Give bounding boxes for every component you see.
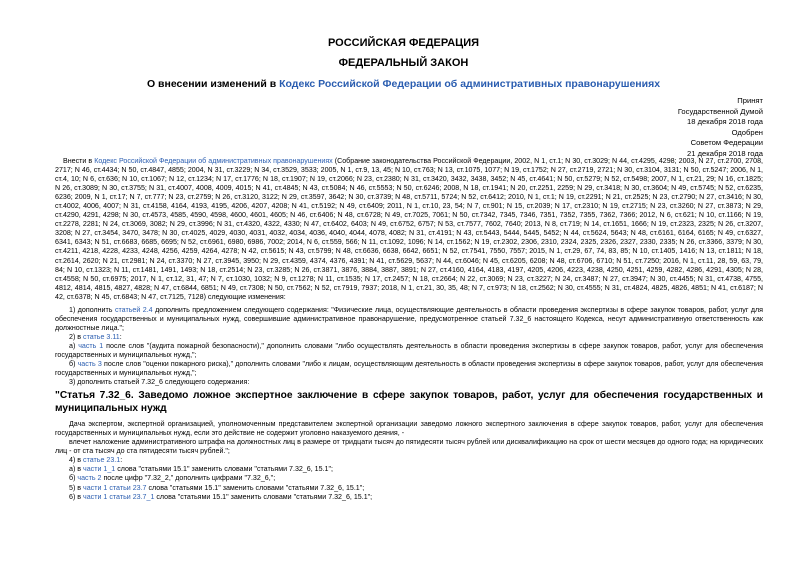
- item-2b-text: после слов "оценки пожарного риска)," дополнить словами "либо к лицам, осуществляющим деятельность в области проведения экспертизы в сфере закупок товаров, работ, услуг для обеспечения государственных и муниципальных нужд,";: [55, 360, 763, 378]
- adopted-date: 18 декабря 2018 года: [687, 117, 763, 126]
- approved-date: 21 декабря 2018 года: [687, 148, 763, 158]
- item-2-prefix: 2) в: [69, 332, 84, 341]
- article-2-4-link[interactable]: статьей 2.4: [114, 305, 153, 314]
- part-1-link[interactable]: часть 1: [78, 341, 104, 350]
- article-7-32-6-penalty: влечет наложение административного штрафа на должностных лиц в размере от тридцати тысяч до пятидесяти тысяч рублей или дисквалификацию на срок от шести месяцев до одного года; на юридических лиц - от ста тысяч до ста пятидесяти тысяч рублей.";: [55, 438, 763, 456]
- document-type-heading: ФЕДЕРАЛЬНЫЙ ЗАКОН: [338, 57, 469, 69]
- intro-citation: (Собрание законодательства Российской Федерации, 2002, N 1, ст.1; N 30, ст.3029; N 44, ст.4295, 4298; 2003, N 27, ст.2700, 2708, 2717; N 46, ст.4434; N 50, ст.4847, 4855; 2004, N 31, ст.3229; N 34, ст.3529, 3533; 2005, N 1, ст.9, 13, 45; N 10, ст.763; N 13, ст.1075, 1077; N 19, ст.1752; N 27, ст.2719, 2721; N 30, ст.3104, 3131; N 50, ст.5247; 2006, N 1, ст.4, 10; N 6, ст.636; N 10, ст.1067; N 12, ст.1234; N 17, ст.1776; N 18, ст.1907; N 19, ст.2066; N 23, ст.2380; N 31, ст.3420, 3432, 3438, 3452; N 45, ст.4641; N 50, ст.5279; N 52, ст.5498; 2007, N 1, ст.21, 29; N 16, ст.1825; N 26, ст.3089; N 30, ст.3755; N 31, ст.4007, 4008, 4009, 4015; N 41, ст.4845; N 43, ст.5084; N 46, ст.5553; N 50, ст.6246; 2008, N 18, ст.1941; N 20, ст.2251, 2259; N 29, ст.3418; N 30, ст.3604; N 49, ст.5745; N 52, ст.6235, 6236; 2009, N 1, ст.17; N 7, ст.777; N 23, ст.2759; N 26, ст.3120, 3122; N 29, ст.3597, 3642; N 30, ст.3739; N 48, ст.5711, 5724; N 52, ст.6412; 2010, N 1, ст.1; N 19, ст.2291; N 21, ст.2525; N 23, ст.2790; N 27, ст.3416; N 30, ст.4002, 4006, 4007; N 31, ст.4158, 4164, 4193, 4195, 4206, 4207, 4208; N 41, ст.5192; N 49, ст.6409; 2011, N 1, ст.10, 23, 54; N 7, ст.901; N 15, ст.2039; N 17, ст.2310; N 19, ст.2715; N 23, ст.3260; N 27, ст.3873; N 29, ст.4290, 4291, 4298; N 30, ст.4573, 4585, 4590, 4598, 4600, 4601, 4605; N 46, ст.6406; N 48, ст.6728; N 49, ст.7025, 7061; N 50, ст.7342, 7345, 7346, 7351, 7352, 7355, 7362, 7366; 2012, N 6, ст.621; N 10, ст.1166; N 19, ст.2278, 2281; N 24, ст.3069, 3082; N 29, ст.3996; N 31, ст.4320, 4322, 4330; N 47, ст.6402, 6403; N 49, ст.6752, 6757; N 53, ст.7577, 7602, 7640; 2013, N 8, ст.719; N 14, ст.1651, 1666; N 19, ст.2323, 2325; N 26, ст.3207, 3208; N 27, ст.3454, 3470, 3478; N 30, ст.4025, 4029, 4030, 4031, 4032, 4034, 4036, 4040, 4044, 4078, 4082; N 31, ст.4191; N 43, ст.5443, 5444, 5445, 5452; N 44, ст.5624, 5643; N 48, ст.6161, 6164, 6165; N 49, ст.6327, 6341, 6343; N 51, ст.6683, 6685, 6695; N 52, ст.6961, 6980, 6986, 7002; 2014, N 6, ст.559, 566; N 11, ст.1092, 1096; N 14, ст.1562; N 19, ст.2302, 2306, 2310, 2324, 2325, 2326, 2327, 2330, 2335; N 26, ст.3366, 3379; N 30, ст.4211, 4218, 4228, 4233, 4248, 4256, 4259, 4264, 4278; N 42, ст.5615; N 43, ст.5799; N 48, ст.6636, 6638, 6642, 6651; N 52, ст.7541, 7550, 7557; 2015, N 1, ст.29, 67, 74, 83, 85; N 10, ст.1405, 1416; N 13, ст.1811; N 18, ст.2614, 2620; N 21, ст.2981; N 24, ст.3370; N 27, ст.3945, 3950; N 29, ст.4359, 4374, 4376, 4391; N 41, ст.5629, 5637; N 44, ст.6046; N 45, ст.6205, 6208; N 48, ст.6706, 6710; N 51, ст.7250; 2016, N 1, ст.11, 28, 59, 63, 79, 84; N 10, ст.1323; N 11, ст.1481, 1491, 1493; N 18, ст.2514; N 23, ст.3285; N 26, ст.3871, 3876, 3884, 3887, 3891; N 27, ст.4160, 4164, 4183, 4197, 4205, 4206, 4223, 4238, 4250, 4251, 4259, 4282, 4286, 4291, 4305; N 28, ст.4558; N 50, ст.6975; 2017, N 1, ст.12, 31, 47; N 7, ст.1030, 1032; N 9, ст.1278; N 11, ст.1535; N 17, ст.2457; N 18, ст.2664; N 22, ст.3069; N 23, ст.3227; N 24, ст.3487; N 27, ст.3947; N 30, ст.4455; N 31, ст.4738, 4755, 4812, 4814, 4815, 4827, 4828; N 47, ст.6844, 6851; N 49, ст.7308; N 50, ст.7562; N 52, ст.7919, 7937; 2018, N 1, ст.21, 30, 35, 48; N 7, ст.973; N 18, ст.2562; N 30, ст.4555; N 31, ст.4824, 4825, 4826, 4851; N 41, ст.6187; N 42, ст.6378; N 45, ст.6843; N 47, ст.7125, 7128) следующие изменения:: [55, 157, 763, 301]
- item-5: [55, 484, 763, 493]
- item-5-text: слова "статьями 15.1" заменить словами "статьями 7.32_6, 15.1";: [146, 483, 365, 492]
- item-1: [55, 306, 763, 333]
- item-4b-prefix: б): [69, 474, 78, 483]
- item-1-text: дополнить предложением следующего содержания: "Физические лица, осуществляющие деятельность в области проведения экспертизы в сфере закупок товаров, работ, услуг для обеспечения государственных и муниципальных нужд, совершившие административное правонарушение, предусмотренное статьей 7.32_6 настоящего Кодекса, несут административную ответственность как должностные лица.";: [55, 305, 763, 332]
- article-3-11-link[interactable]: статье 3.11: [83, 332, 120, 341]
- item-1-prefix: 1) дополнить: [69, 305, 115, 314]
- article-23-7-1-link[interactable]: части 1 статьи 23.7_1: [83, 492, 155, 501]
- item-3: 3) дополнить статьей 7.32_6 следующего содержания:: [69, 378, 250, 387]
- part-2-link[interactable]: часть 2: [77, 474, 102, 483]
- country-heading: РОССИЙСКАЯ ФЕДЕРАЦИЯ: [327, 37, 480, 49]
- item-4a-text: слова "статьями 15.1" заменить словами "статьями 7.32_6, 15.1";: [115, 465, 333, 474]
- intro-code-link[interactable]: Кодекс Российской Федерации об административных правонарушениях: [94, 157, 333, 165]
- item-6-prefix: 6) в: [69, 492, 84, 501]
- article-7-32-6-title: "Статья 7.32_6. Заведомо ложное экспертное заключение в сфере закупок товаров, работ, услуг для обеспечения государственных и муниципальных нужд: [55, 390, 763, 415]
- item-6: [55, 493, 763, 502]
- article-23-7-link[interactable]: части 1 статьи 23.7: [83, 483, 147, 492]
- part-3-link[interactable]: часть 3: [77, 360, 102, 369]
- item-2a-text: после слов "(аудита пожарной безопасности)," дополнить словами "либо осуществлять деятельность в области проведения экспертизы в сфере закупок товаров, работ, услуг для обеспечения государственных и муниципальных нужд,";: [55, 341, 763, 359]
- item-2-suffix: :: [119, 332, 122, 341]
- part-1-1-link[interactable]: части 1_1: [83, 465, 116, 474]
- item-2a-prefix: а): [69, 341, 79, 350]
- item-2b-prefix: б): [69, 360, 78, 369]
- article-7-32-6-body: Дача экспертом, экспертной организацией, уполномоченным представителем экспертной организации заведомо ложного экспертного заключения в сфере закупок товаров, работ, услуг для обеспечения государственных и муниципальных нужд, если это действие не содержит уголовно наказуемого деяния, -: [55, 420, 763, 438]
- adopted-label: Принят: [737, 96, 763, 105]
- title-prefix: О внесении изменений в: [146, 78, 280, 90]
- item-4b-text: после цифр "7.32_2," дополнить цифрами "7.32_6,";: [101, 474, 276, 483]
- law-body: [55, 157, 763, 502]
- item-5-prefix: 5) в: [69, 483, 84, 492]
- item-4-suffix: :: [120, 456, 123, 465]
- item-2b: [55, 360, 763, 378]
- intro-paragraph: [55, 157, 763, 302]
- approved-body: Советом Федерации: [690, 138, 763, 147]
- item-4a: [55, 465, 763, 474]
- code-link[interactable]: Кодекс Российской Федерации об административных правонарушениях: [279, 78, 661, 90]
- item-4a-prefix: а) в: [69, 465, 84, 474]
- article-23-1-link[interactable]: статье 23.1: [83, 456, 121, 465]
- item-2a: [55, 342, 763, 360]
- intro-prefix: Внести в: [63, 157, 95, 165]
- document-title: [0, 78, 807, 90]
- item-2: [55, 333, 763, 342]
- approved-label: Одобрен: [731, 127, 763, 137]
- item-4b: [55, 474, 763, 483]
- item-4: [55, 456, 763, 465]
- item-6-text: слова "статьями 15.1" заменить словами "статьями 7.32_6, 15.1";: [154, 492, 373, 501]
- adopted-body: Государственной Думой: [677, 106, 763, 116]
- item-4-prefix: 4) в: [69, 456, 84, 465]
- adoption-block: [678, 96, 763, 159]
